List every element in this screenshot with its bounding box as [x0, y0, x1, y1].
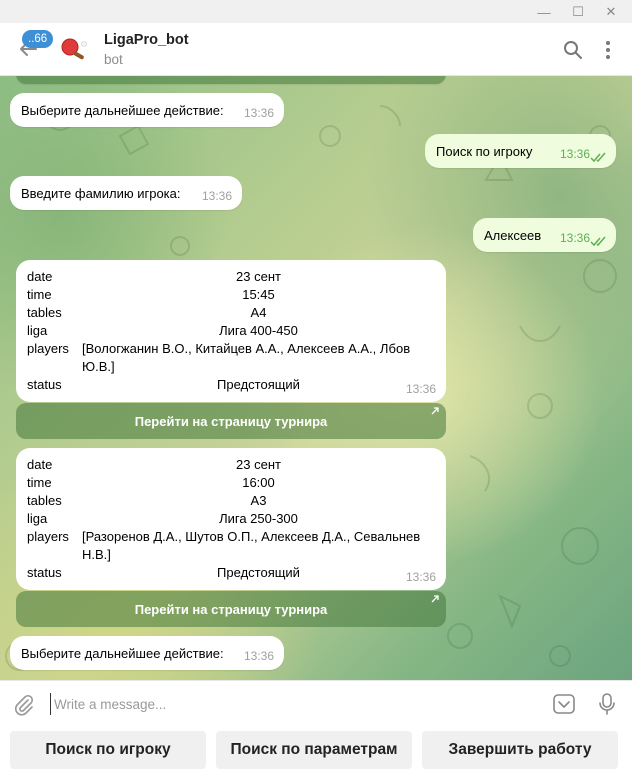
- message-time: 13:36: [201, 189, 232, 203]
- field-key: status: [27, 565, 62, 580]
- match-row-tables: [27, 304, 435, 322]
- attach-icon[interactable]: [13, 694, 35, 716]
- field-value: Предстоящий: [217, 565, 300, 580]
- search-by-player-button[interactable]: Поиск по игроку: [10, 731, 206, 769]
- chat-history[interactable]: [0, 76, 632, 680]
- field-value: [Вологжанин В.О., Китайцев А.А., Алексеев А.А., Лбов Ю.В.]: [82, 341, 411, 374]
- window-titlebar: [0, 0, 632, 23]
- message-text: Выберите дальнейшее действие:: [21, 103, 224, 118]
- message-text: Алексеев: [484, 228, 542, 243]
- match-row-time: [27, 474, 435, 492]
- field-value: 16:00: [242, 475, 275, 490]
- chat-subtitle: bot: [104, 52, 123, 67]
- message-text: Поиск по игроку: [436, 144, 533, 159]
- match-row-tables: [27, 492, 435, 510]
- field-key: status: [27, 377, 62, 392]
- message-text: Выберите дальнейшее действие:: [21, 646, 224, 661]
- field-key: tables: [27, 305, 62, 320]
- message-time: 13:36: [405, 382, 436, 396]
- message-time: 13:36: [243, 649, 274, 663]
- message-bubble: [10, 93, 284, 127]
- match-card: [16, 260, 446, 402]
- field-key: liga: [27, 511, 48, 526]
- reply-keyboard: [0, 726, 632, 776]
- match-row-date: [27, 456, 435, 474]
- match-row-liga: [27, 510, 435, 528]
- field-value: 23 сент: [236, 457, 281, 472]
- button-label: Перейти на страницу турнира: [134, 413, 328, 429]
- chat-title[interactable]: LigaPro_bot: [104, 32, 189, 48]
- search-by-params-button[interactable]: Поиск по параметрам: [216, 731, 412, 769]
- message-time: 13:36: [559, 147, 590, 161]
- match-row-players: [27, 340, 435, 376]
- field-value: Лига 400-450: [219, 323, 298, 338]
- tournament-page-button[interactable]: [16, 591, 446, 627]
- field-key: players: [27, 529, 69, 544]
- match-card: [16, 448, 446, 590]
- chat-header: [0, 23, 632, 76]
- message-bubble: [10, 636, 284, 670]
- previous-inline-button[interactable]: [16, 76, 446, 84]
- field-value: 15:45: [242, 287, 275, 302]
- field-key: date: [27, 269, 53, 284]
- field-key: players: [27, 341, 69, 356]
- field-value: [Разоренов Д.А., Шутов О.П., Алексеев Д.А., Севальнев Н.В.]: [82, 529, 421, 562]
- match-row-date: [27, 268, 435, 286]
- field-key: time: [27, 475, 52, 490]
- unread-count-badge: ..66: [22, 30, 53, 48]
- message-composer: [0, 680, 632, 726]
- message-time: 13:36: [405, 570, 436, 584]
- external-link-icon: [430, 594, 440, 604]
- message-time: 13:36: [243, 106, 274, 120]
- field-key: time: [27, 287, 52, 302]
- field-value: Предстоящий: [217, 377, 300, 392]
- match-row-status: [27, 564, 435, 582]
- minimize-button[interactable]: —: [537, 4, 551, 20]
- message-bubble-outgoing: [425, 134, 616, 168]
- button-label: Перейти на страницу турнира: [134, 601, 328, 617]
- tournament-page-button[interactable]: [16, 403, 446, 439]
- field-value: A4: [250, 305, 267, 320]
- match-row-players: [27, 528, 435, 564]
- message-bubble: [10, 176, 242, 210]
- maximize-button[interactable]: ☐: [572, 4, 584, 19]
- field-key: liga: [27, 323, 48, 338]
- match-row-time: [27, 286, 435, 304]
- match-row-status: [27, 376, 435, 394]
- read-check-icon: [590, 235, 608, 247]
- match-row-liga: [27, 322, 435, 340]
- message-text: Введите фамилию игрока:: [21, 186, 181, 201]
- field-key: tables: [27, 493, 62, 508]
- bot-avatar[interactable]: [58, 36, 90, 64]
- external-link-icon: [430, 406, 440, 416]
- more-menu-icon[interactable]: [598, 40, 618, 60]
- search-icon[interactable]: [563, 40, 583, 60]
- field-value: 23 сент: [236, 269, 281, 284]
- read-check-icon: [590, 151, 608, 163]
- finish-work-button[interactable]: Завершить работу: [422, 731, 618, 769]
- message-input[interactable]: [50, 693, 530, 715]
- field-value: A3: [250, 493, 267, 508]
- message-time: 13:36: [559, 231, 590, 245]
- field-key: date: [27, 457, 53, 472]
- bot-keyboard-icon[interactable]: [552, 693, 576, 715]
- close-button[interactable]: ✕: [605, 4, 617, 19]
- field-value: Лига 250-300: [219, 511, 298, 526]
- microphone-icon[interactable]: [597, 692, 617, 716]
- message-bubble-outgoing: [473, 218, 616, 252]
